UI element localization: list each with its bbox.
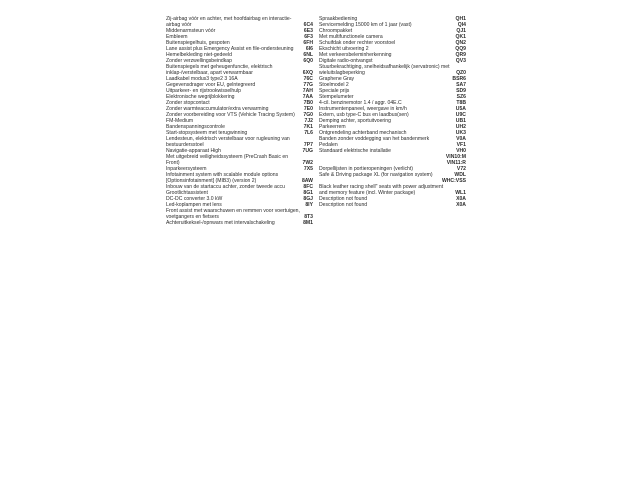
option-description: Zonder verzwellingsbeindkap xyxy=(166,58,232,64)
option-code: 7E0 xyxy=(303,106,313,112)
option-code: QN2 xyxy=(455,40,466,46)
option-description: Safe & Driving package XL (for navigation system) xyxy=(319,172,433,178)
option-row xyxy=(166,64,313,76)
option-row xyxy=(166,16,313,28)
option-code: QQ9 xyxy=(455,46,466,52)
option-description: Uitparkeer- en rijstrookwisselhulp xyxy=(166,88,242,94)
option-code: U9C xyxy=(455,112,466,118)
option-code: 8M1 xyxy=(303,220,313,226)
option-code: 8G1 xyxy=(303,190,313,196)
option-code: 7G0 xyxy=(303,112,313,118)
option-code: BSR6 xyxy=(452,76,466,82)
option-code: 7X5 xyxy=(303,166,313,172)
option-row xyxy=(166,220,313,226)
option-code: WL1 xyxy=(455,190,466,196)
option-description: FM-Medium xyxy=(166,118,194,124)
option-code: 6E3 xyxy=(303,28,313,34)
option-description: DC-DC converter 3.0 kW xyxy=(166,196,223,202)
option-description: Chroompakket xyxy=(319,28,353,34)
option-description: Hemelbekleding niet-gedeeld xyxy=(166,52,232,58)
option-description: Embleem xyxy=(166,34,188,40)
option-description: Zonder warmteaccumulator/extra verwarming xyxy=(166,106,269,112)
option-description: Description not found xyxy=(319,196,368,202)
option-description: Lane assist plus Emergency Assist en file-ondersteuning xyxy=(166,46,294,52)
option-code: 7K1 xyxy=(303,124,313,130)
option-description: Pedalen xyxy=(319,142,338,148)
option-description: Led-koplampen met lens xyxy=(166,202,222,208)
option-code: QK1 xyxy=(455,34,466,40)
option-code: X0A xyxy=(456,202,466,208)
option-code: SZ6 xyxy=(456,94,466,100)
option-code: 6FH xyxy=(303,40,313,46)
option-description: Speciale prijs xyxy=(319,88,350,94)
option-row xyxy=(319,184,466,196)
option-row xyxy=(319,148,466,154)
option-description: Met uitgebreid veiligheidssysteem (PreCrash Basic en Front) xyxy=(166,154,289,166)
option-description: Parkeerrem xyxy=(319,124,346,130)
option-code: 7W2 xyxy=(302,160,313,166)
option-row xyxy=(166,154,313,166)
left-option-list xyxy=(166,16,313,226)
option-description: Spraakbediening xyxy=(319,16,358,22)
option-description: Ontgrendeling achterband mechanisch xyxy=(319,130,407,136)
option-description: 4-cil. benzinemotor 1.4 / aggr. 04E.C xyxy=(319,100,402,106)
option-description: Lendesteun, elektrisch verstelbaar voor rugleuning van bestuurdersstoel xyxy=(166,136,290,148)
option-description: Inparkeersysteem xyxy=(166,166,207,172)
option-code: 6XQ xyxy=(302,70,313,76)
option-row xyxy=(319,64,466,76)
option-description: Banden zonder voddegging van het bandenmerk xyxy=(319,136,430,142)
option-description: Elektronische wegrijblokkering xyxy=(166,94,235,100)
option-description: Dorpellijsten in portieropeningen (verlicht) xyxy=(319,166,413,172)
option-code: 8IY xyxy=(305,202,313,208)
option-description: Stempelumeter xyxy=(319,94,354,100)
option-description: Stoelmodel 2 xyxy=(319,82,349,88)
option-code: WHC:VSS xyxy=(441,178,466,184)
option-description: Stuurbekrachtiging, snelheidsafhankelijk (servatronic) met wieluitslagbeperking xyxy=(319,64,450,76)
option-code: SA7 xyxy=(456,82,466,88)
option-code: 6I6 xyxy=(305,46,313,52)
option-code: X0A xyxy=(456,196,466,202)
option-description: Extern, usb type-C bus en laadbus(sen) xyxy=(319,112,409,118)
option-code: 76C xyxy=(303,76,313,82)
option-description: Zonder stopcontact xyxy=(166,100,210,106)
option-code: VF1 xyxy=(456,142,466,148)
option-code: UK3 xyxy=(455,130,466,136)
option-description: Laadkabel modus3 type2 3 16A xyxy=(166,76,238,82)
option-description: Navigatie-apparaat High xyxy=(166,148,221,154)
option-description: Bandenspanningscontrole xyxy=(166,124,225,130)
option-code: 77G xyxy=(303,82,313,88)
option-description: Start-stopsysteem met terugwinning xyxy=(166,130,248,136)
option-code: SD9 xyxy=(456,88,466,94)
option-description: Met verkeersbeleminherkenning xyxy=(319,52,392,58)
option-description: Graphene Gray xyxy=(319,76,355,82)
option-code: 8GJ xyxy=(303,196,313,202)
option-description: Digitale radio-ontvangst xyxy=(319,58,373,64)
option-code: 8AW xyxy=(301,178,313,184)
option-code: VIN11:R xyxy=(446,160,466,166)
option-row xyxy=(319,202,466,208)
option-description: Buitenspiegels met geheugenfunctie, elektrisch inklap-/verstelbaar, apart verwarmbaar xyxy=(166,64,273,76)
option-code: 6Q0 xyxy=(303,58,313,64)
option-description: Description not found xyxy=(319,202,368,208)
option-code: QI4 xyxy=(457,22,466,28)
option-description: Black leather racing shell" seats with power adjustment and memory feature (incl. Winter package) xyxy=(319,184,444,196)
option-code: VIN10:M xyxy=(445,154,466,160)
option-description: Zij-airbag vóór en achter, met hoofdairbag en interactie-airbag vóór xyxy=(166,16,292,28)
option-code: V72 xyxy=(456,166,466,172)
option-code: QZ0 xyxy=(456,70,466,76)
option-code: 7AH xyxy=(302,88,313,94)
right-option-list xyxy=(319,16,466,208)
option-code: 7B0 xyxy=(303,100,313,106)
option-row xyxy=(166,172,313,184)
option-code: 7AA xyxy=(302,94,313,100)
option-code: 7UG xyxy=(302,148,313,154)
option-code: V0A xyxy=(456,136,466,142)
option-description: Met multifunctionele camera xyxy=(319,34,383,40)
option-code: 6F3 xyxy=(304,34,313,40)
option-description: Grootlichtassistent xyxy=(166,190,208,196)
option-code: WDL xyxy=(454,172,466,178)
option-code: 6C4 xyxy=(303,22,313,28)
option-description: Gegevensdrager voor EU, gelntegreerd xyxy=(166,82,256,88)
option-code: QV3 xyxy=(455,58,466,64)
option-code: UB1 xyxy=(455,118,466,124)
option-code: 7P7 xyxy=(303,142,313,148)
option-description: Standaard elektrische installatie xyxy=(319,148,391,154)
option-description: Middenarmsteun vóór xyxy=(166,28,216,34)
option-code: QJ1 xyxy=(456,28,466,34)
option-description: Instrumentenpaneel, weergave in km/h xyxy=(319,106,407,112)
option-description: Front assist met waarschuwen en remmen voor voertuigen, voetgangers en fietsers xyxy=(166,208,300,220)
option-code: VH0 xyxy=(456,148,466,154)
option-description: Servicemelding 15000 km of 1 jaar (vast) xyxy=(319,22,412,28)
option-code: 6NL xyxy=(303,52,313,58)
option-code: U5A xyxy=(455,106,466,112)
option-code: QH1 xyxy=(455,16,466,22)
option-description: Buitenspiegelhuis, gespoten xyxy=(166,40,230,46)
option-description: Infotainment system with scalable module options [Optionsinfotainment] (MIB3) (version 2) xyxy=(166,172,279,184)
option-row xyxy=(166,136,313,148)
option-description: Inbouw van de startaccu achter, zonder tweede accu xyxy=(166,184,285,190)
option-code: 7J2 xyxy=(304,118,313,124)
option-code: UH2 xyxy=(455,124,466,130)
option-code: 8FC xyxy=(303,184,313,190)
option-description: Demping achter, sportuitvoering xyxy=(319,118,391,124)
option-description: Schuifdak onder rechter voorstoel xyxy=(319,40,396,46)
option-code: T8B xyxy=(456,100,466,106)
option-code: QR9 xyxy=(455,52,466,58)
option-description: Zonder voorbereiding voor VTS (Vehicle Tracing System) xyxy=(166,112,295,118)
option-row xyxy=(166,208,313,220)
option-code: 8T3 xyxy=(304,214,313,220)
option-code: 7L6 xyxy=(304,130,313,136)
option-description: Achteruitkeksel-/opnwars met intervalschakeling xyxy=(166,220,275,226)
option-description: Ekschicht uitvoering 2 xyxy=(319,46,369,52)
